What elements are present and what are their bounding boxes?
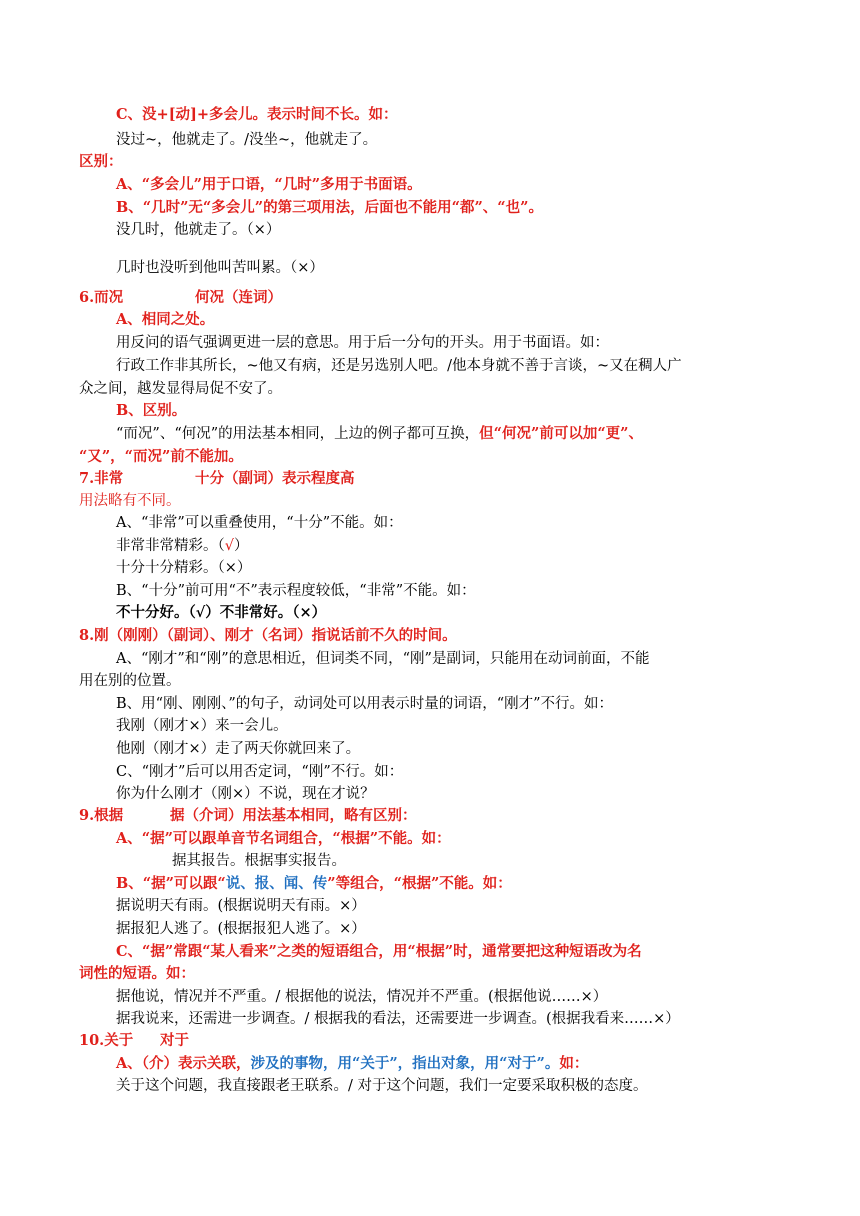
example-text: ）	[234, 538, 249, 554]
heading-10-right: 对于	[160, 1032, 189, 1049]
paragraph-a-line	[116, 1054, 588, 1074]
example-line: 他刚（刚才×）走了两天你就回来了。	[116, 741, 361, 757]
heading-9-left: 9.根据	[79, 807, 124, 824]
heading-6-right: 何况（连词）	[195, 289, 282, 306]
example-line	[116, 536, 249, 556]
highlight-text: B、“据”可以跟“	[116, 875, 226, 892]
example-line: 你为什么刚才（刚×）不说，现在才说？	[116, 786, 375, 802]
paragraph-c-line: C、“据”常跟“某人看来”之类的短语组合，用“根据”时，通常要把这种短语改为名	[116, 943, 642, 960]
heading-8: 8.刚（刚刚）（副词）、刚才（名词）指说话前不久的时间。	[79, 627, 457, 644]
heading-6-left: 6.而况	[79, 289, 124, 306]
example-line: 据报犯人逃了。(根据报犯人逃了。×）	[116, 921, 366, 937]
body-line: 用反问的语气强调更进一层的意思。用于后一分句的开头。用于书面语。如：	[116, 335, 609, 351]
example-text: 非常非常精彩。（	[116, 538, 225, 554]
body-line: 行政工作非其所长，~他又有病，还是另选别人吧。/他本身就不善于言谈，~又在稠人广	[116, 358, 682, 374]
paragraph-a-line: A、“据”可以跟单音节名词组合，“根据”不能。如：	[116, 830, 451, 847]
highlight-line: “又”，“而况”前不能加。	[79, 448, 243, 465]
heading-7-right: 十分（副词）表示程度高	[195, 470, 355, 487]
example-line: 几时也没听到他叫苦叫累。（×）	[116, 260, 324, 276]
example-line: 据他说，情况并不严重。/ 根据他的说法，情况并不严重。(根据他说……×）	[116, 989, 608, 1005]
body-line: A、“非常”可以重叠使用，“十分”不能。如：	[116, 515, 403, 531]
body-line: B、用“刚、刚刚、”的句子，动词处可以用表示时量的词语，“刚才”不行。如：	[116, 696, 614, 712]
highlight-text: 但“何况”前可以加“更”、	[479, 425, 644, 442]
heading-7-left: 7.非常	[79, 470, 124, 487]
paragraph-c-line: 词性的短语。如：	[79, 965, 195, 982]
example-line: 关于这个问题，我直接跟老王联系。/ 对于这个问题，我们一定要采取积极的态度。	[116, 1078, 648, 1094]
paragraph-b-line: B、“几时”无“多会儿”的第三项用法，后面也不能用“都”、“也”。	[116, 199, 543, 216]
heading-10-left: 10.关于	[79, 1032, 134, 1049]
example-line: 据其报告。根据事实报告。	[172, 853, 346, 869]
highlight-text: 如：	[559, 1055, 589, 1072]
body-line: B、“十分”前可用“不”表示程度较低，“非常”不能。如：	[116, 583, 476, 599]
highlight-text: A、（介）表示关联，	[116, 1055, 251, 1072]
example-line: 十分十分精彩。（×）	[116, 560, 252, 576]
highlight-blue-text: 说、报、闻、传	[225, 875, 328, 892]
highlight-blue-text: 涉及的事物，用“关于”，指出对象，用“对于”。	[250, 1055, 560, 1072]
paragraph-b-line	[116, 874, 512, 894]
example-line-bold: 不十分好。（√）不非常好。（×）	[116, 604, 327, 621]
body-text: “而况”、“何况”的用法基本相同，上边的例子都可互换，	[116, 426, 480, 442]
heading-9-right: 据（介词）用法基本相同，略有区别：	[170, 807, 417, 824]
example-line: 没几时，他就走了。（×）	[116, 222, 281, 238]
body-line: C、“刚才”后可以用否定词，“刚”不行。如：	[116, 764, 404, 780]
body-line	[116, 424, 643, 444]
section-heading: 区别：	[79, 153, 123, 170]
body-line: 用在别的位置。	[79, 673, 181, 689]
note-line: 用法略有不同。	[79, 493, 181, 509]
check-mark: √	[224, 538, 234, 554]
body-line: 众之间，越发显得局促不安了。	[79, 381, 282, 397]
body-line: A、“刚才”和“刚”的意思相近，但词类不同，“刚”是副词，只能用在动词前面，不能	[116, 651, 650, 667]
example-line: 没过~，他就走了。/没坐~，他就走了。	[116, 132, 378, 148]
example-line: 据我说来，还需进一步调查。/ 根据我的看法，还需要进一步调查。(根据我看来……×）	[116, 1011, 680, 1027]
subheading-b: B、区别。	[116, 402, 187, 419]
paragraph-c-line: C、没+[动]+多会儿。表示时间不长。如：	[116, 106, 398, 123]
subheading-a: A、相同之处。	[116, 311, 215, 328]
highlight-text: ”等组合，“根据”不能。如：	[327, 875, 512, 892]
example-line: 我刚（刚才×）来一会儿。	[116, 718, 288, 734]
example-line: 据说明天有雨。(根据说明天有雨。×）	[116, 898, 366, 914]
paragraph-a-line: A、“多会儿”用于口语，“几时”多用于书面语。	[116, 176, 422, 193]
